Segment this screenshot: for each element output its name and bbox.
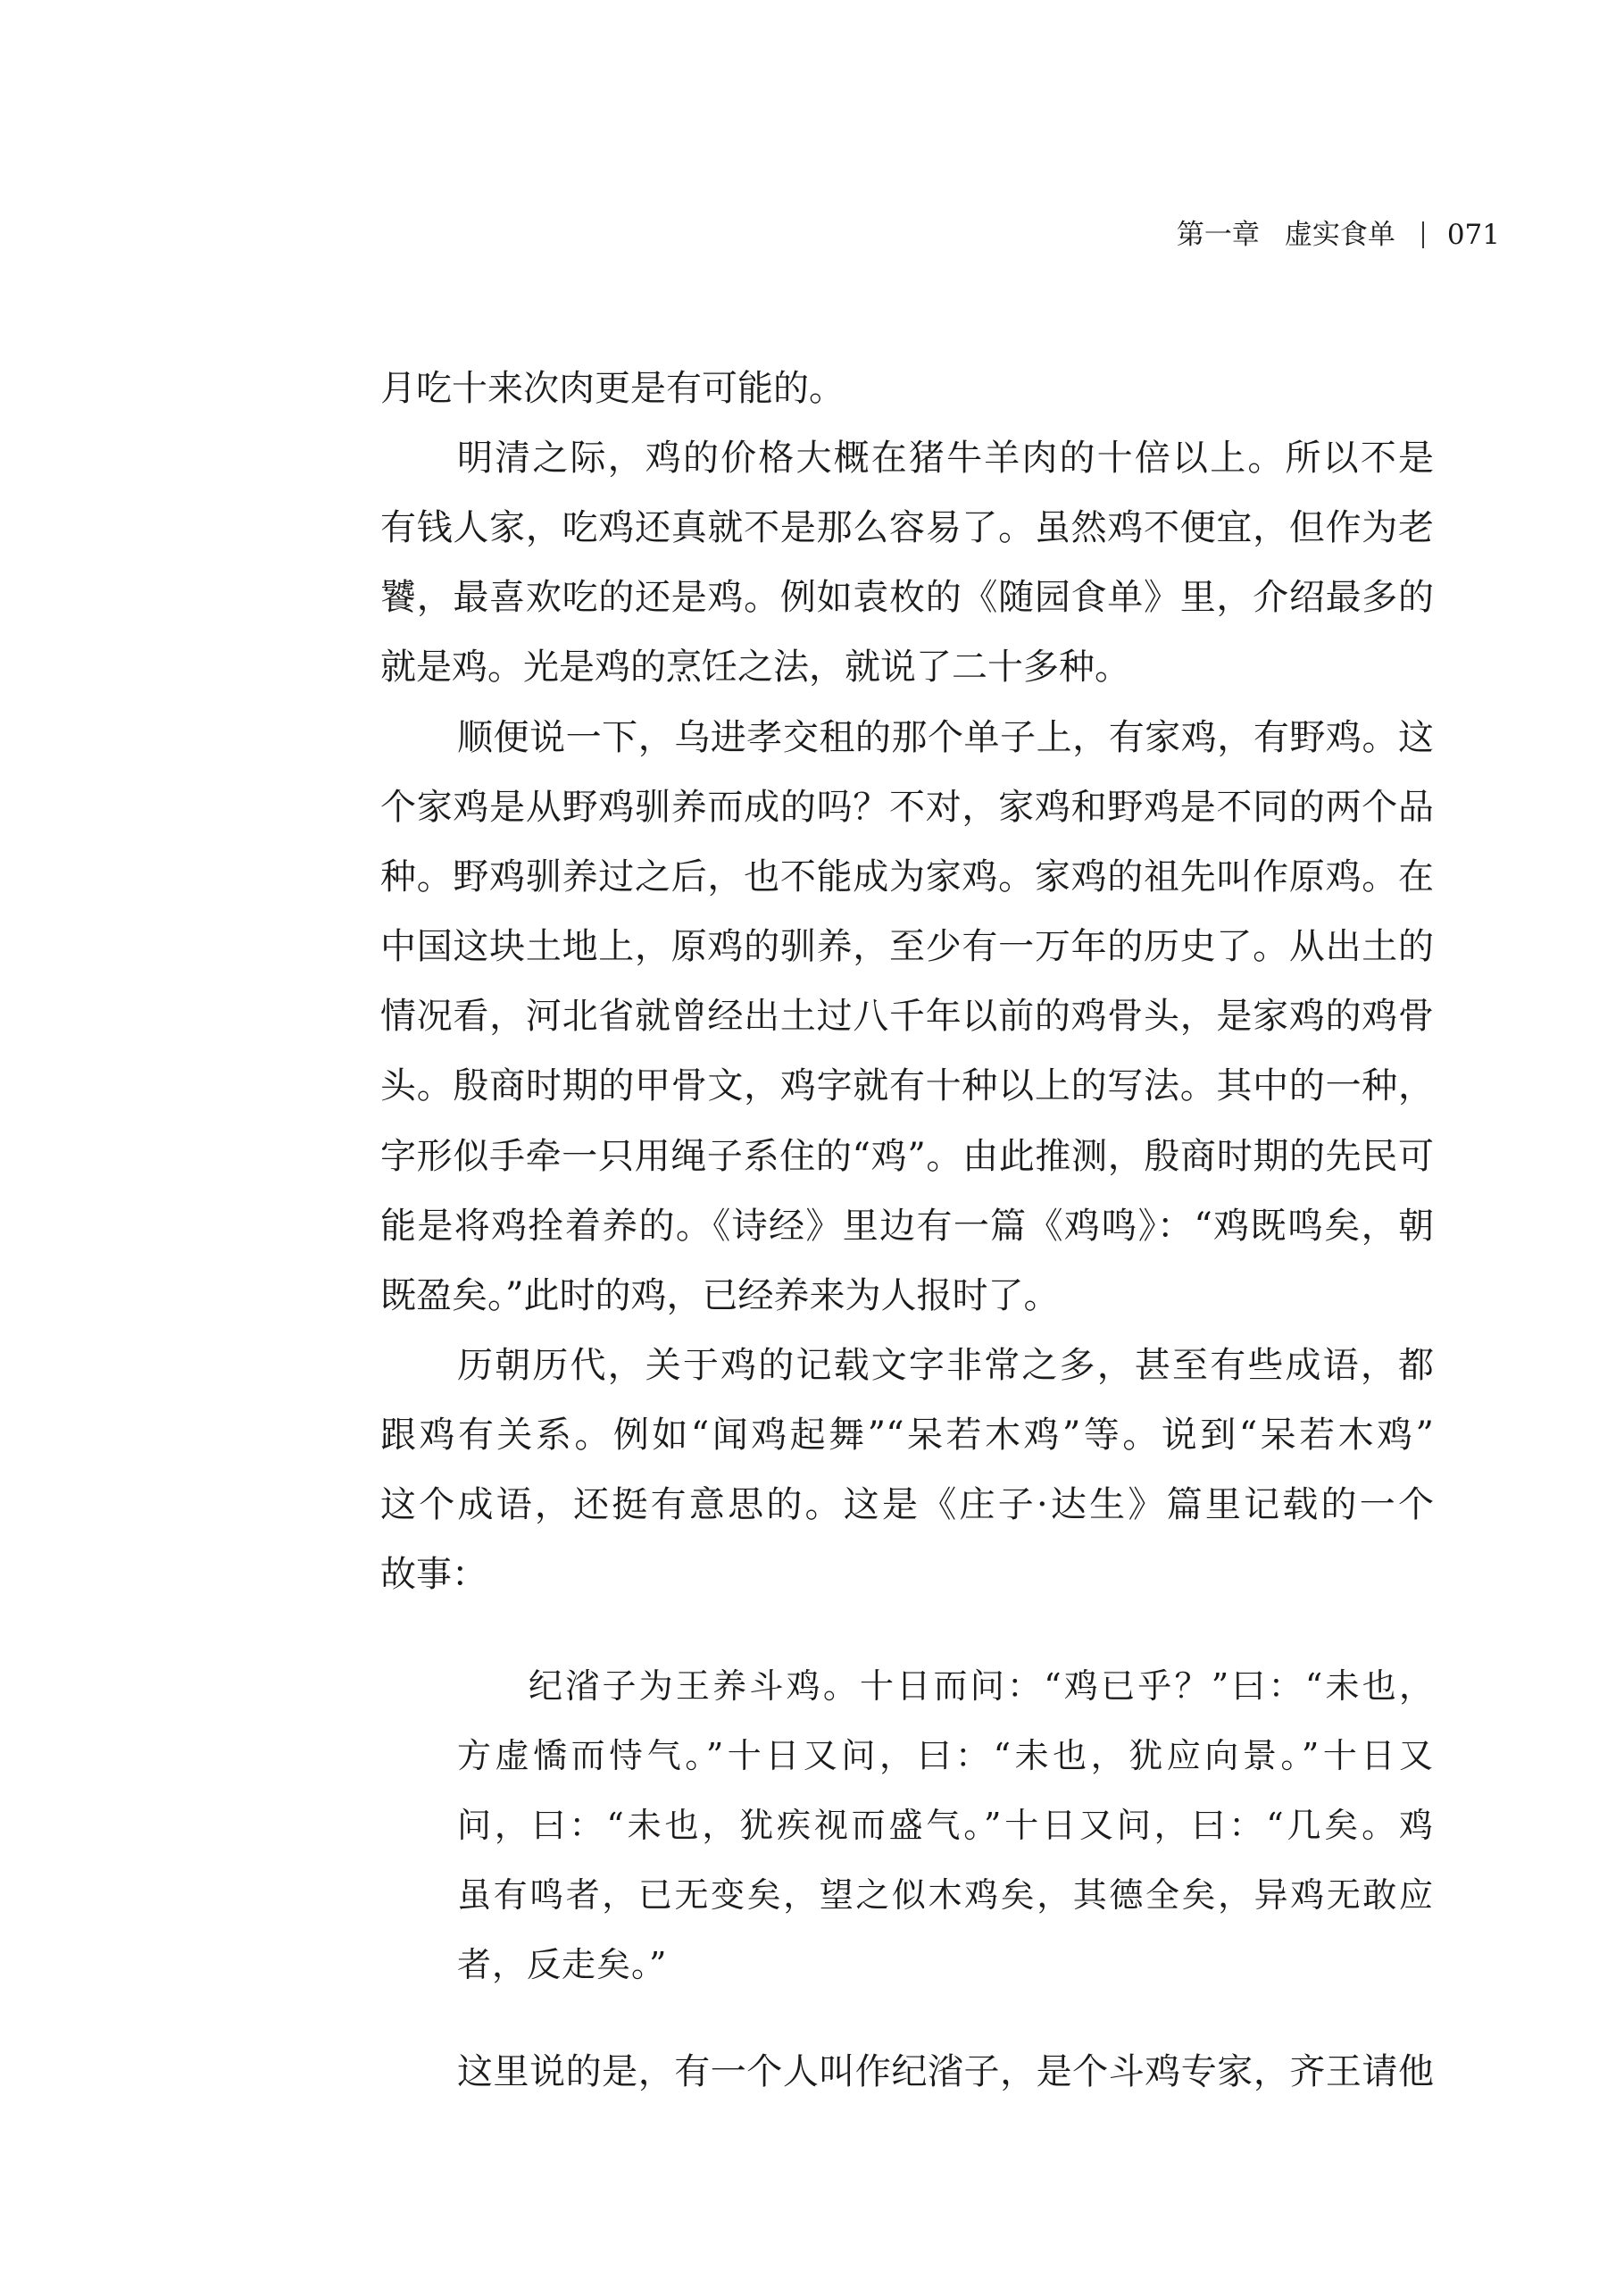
quote-line: 者，反走矣。” xyxy=(457,1945,668,1984)
paragraph-line: 饕，最喜欢吃的还是鸡。例如袁枚的《随园食单》里，介绍最多的 xyxy=(380,577,1434,618)
paragraph-line: 跟鸡有关系。例如“闻鸡起舞”“呆若木鸡”等。说到“呆若木鸡” xyxy=(380,1415,1434,1456)
quote-line: 问，曰：“未也，犹疾视而盛气。”十日又问，曰：“几矣。鸡 xyxy=(457,1806,1434,1845)
quote-line: 纪渻子为王养斗鸡。十日而问：“鸡已乎？”曰：“未也， xyxy=(529,1666,1434,1706)
paragraph-line: 种。野鸡驯养过之后，也不能成为家鸡。家鸡的祖先叫作原鸡。在 xyxy=(380,856,1434,897)
paragraph-line: 头。殷商时期的甲骨文，鸡字就有十种以上的写法。其中的一种， xyxy=(380,1065,1434,1106)
paragraph-line: 月吃十来次肉更是有可能的。 xyxy=(380,368,845,409)
paragraph-line: 既盈矣。”此时的鸡，已经养来为人报时了。 xyxy=(380,1275,1060,1316)
page-number: 071 xyxy=(1446,219,1500,251)
quote-line: 虽有鸣者，已无变矣，望之似木鸡矣，其德全矣，异鸡无敢应 xyxy=(457,1875,1434,1915)
paragraph-line: 情况看，河北省就曾经出土过八千年以前的鸡骨头，是家鸡的鸡骨 xyxy=(380,996,1434,1037)
running-header xyxy=(1177,216,1500,254)
chapter-label: 第一章 xyxy=(1176,219,1260,251)
paragraph-line: 明清之际，鸡的价格大概在猪牛羊肉的十倍以上。所以不是 xyxy=(457,438,1434,479)
paragraph-line: 就是鸡。光是鸡的烹饪之法，就说了二十多种。 xyxy=(380,647,1130,688)
paragraph-line: 这里说的是，有一个人叫作纪渻子，是个斗鸡专家，齐王请他 xyxy=(457,2051,1434,2092)
paragraph-line: 中国这块土地上，原鸡的驯养，至少有一万年的历史了。从出土的 xyxy=(380,926,1434,967)
paragraph-line: 有钱人家，吃鸡还真就不是那么容易了。虽然鸡不便宜，但作为老 xyxy=(380,507,1434,548)
quote-line: 方虚憍而恃气。”十日又问，曰：“未也，犹应向景。”十日又 xyxy=(457,1736,1434,1775)
paragraph-line: 字形似手牵一只用绳子系住的“鸡”。由此推测，殷商时期的先民可 xyxy=(380,1136,1434,1177)
paragraph-line: 历朝历代，关于鸡的记载文字非常之多，甚至有些成语，都 xyxy=(457,1345,1434,1386)
paragraph-line: 故事： xyxy=(380,1554,487,1595)
paragraph-line: 个家鸡是从野鸡驯养而成的吗？不对，家鸡和野鸡是不同的两个品 xyxy=(380,787,1434,828)
paragraph-line: 顺便说一下，乌进孝交租的那个单子上，有家鸡，有野鸡。这 xyxy=(457,717,1434,758)
paragraph-line: 能是将鸡拴着养的。《诗经》里边有一篇《鸡鸣》：“鸡既鸣矣，朝 xyxy=(380,1206,1434,1247)
header-divider xyxy=(1422,221,1424,248)
chapter-title: 虚实食单 xyxy=(1284,219,1395,251)
paragraph-line: 这个成语，还挺有意思的。这是《庄子·达生》篇里记载的一个 xyxy=(380,1484,1434,1525)
